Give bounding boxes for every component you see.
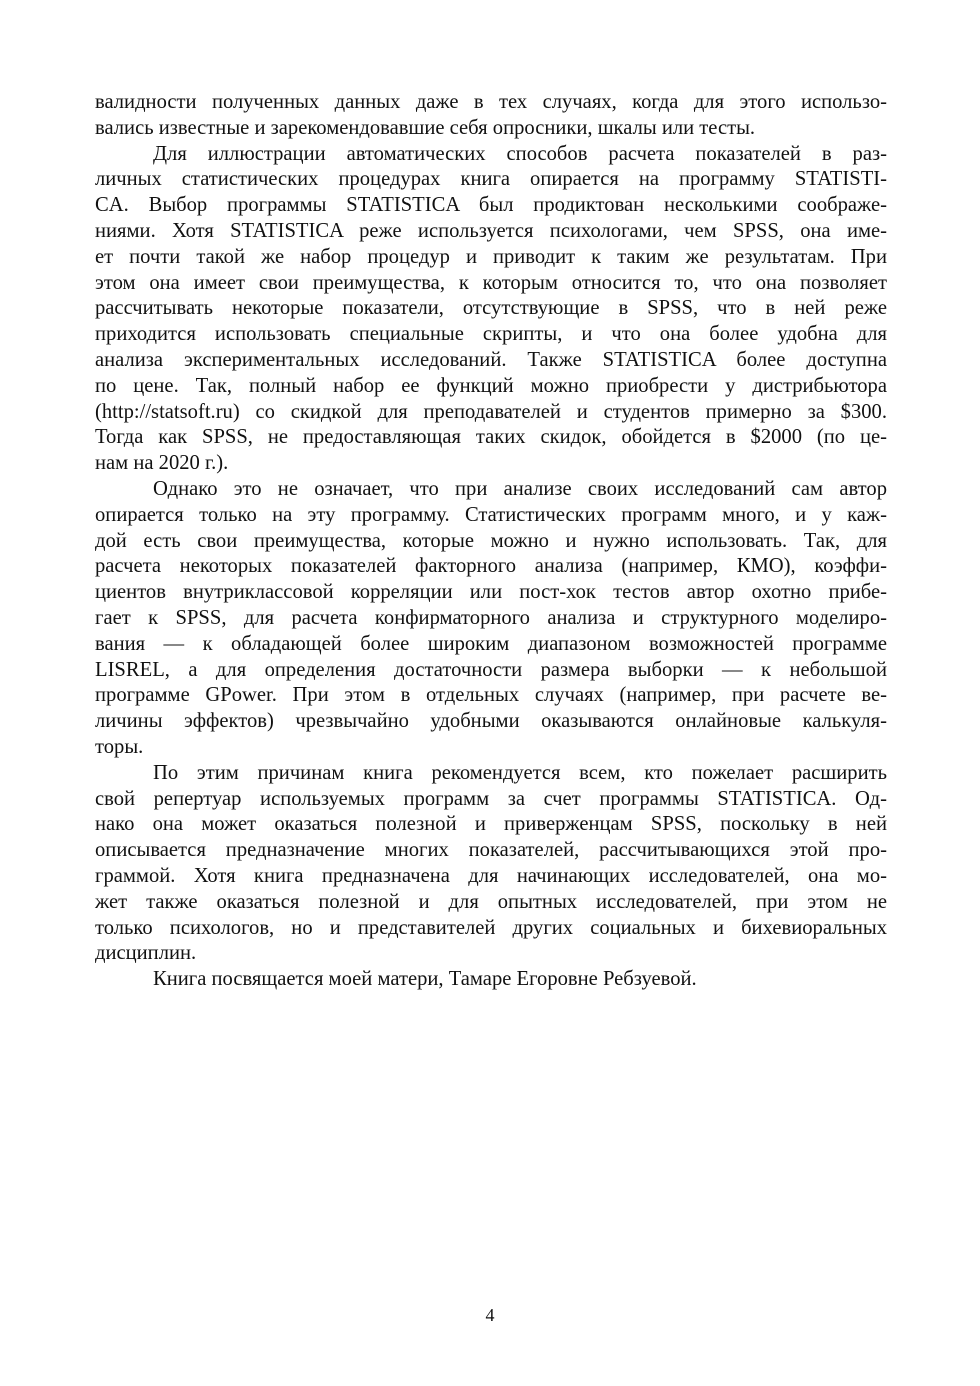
text-line: только психологов, но и представителей других социальных и бихевиоральных — [95, 916, 887, 939]
text-line: программе GPower. При этом в отдельных случаях (например, при расчете ве- — [95, 684, 887, 707]
paragraph-2 — [95, 142, 887, 477]
text-line: этом она имеет свои преимущества, к которым относится то, что она позволяет — [95, 271, 887, 294]
text-line: По этим причинам книга рекомендуется всем, кто пожелает расширить — [153, 761, 887, 784]
paragraph-3 — [95, 477, 887, 761]
paragraph-1 — [95, 90, 887, 142]
text-line: дой есть свои преимущества, которые можно и нужно использовать. Так, для — [95, 529, 887, 552]
text-line: валидности полученных данных даже в тех случаях, когда для этого использо- — [95, 91, 887, 113]
text-line: дисциплин. — [95, 942, 197, 965]
text-line: описывается предназначение многих показателей, рассчитывающихся этой про- — [95, 839, 887, 862]
text-line: (http://statsoft.ru) со скидкой для преподавателей и студентов примерно за $300. — [95, 400, 887, 423]
page-number: 4 — [485, 1305, 495, 1325]
text-line: Однако это не означает, что при анализе своих исследований сам автор — [153, 477, 887, 500]
text-line: вались известные и зарекомендовавшие себя опросники, шкалы или тесты. — [95, 116, 756, 139]
text-line: торы. — [95, 735, 144, 758]
text-line: личных статистических процедурах книга опирается на программу STATISTI- — [95, 168, 887, 191]
text-line: по цене. Так, полный набор ее функций можно приобрести у дистрибьютора — [95, 374, 887, 397]
text-line: циентов внутриклассовой корреляции или пост-хок тестов автор охотно прибе- — [95, 581, 887, 604]
text-line: граммой. Хотя книга предназначена для начинающих исследователей, она мо- — [95, 864, 887, 887]
text-line: расчета некоторых показателей факторного анализа (например, КМО), коэффи- — [95, 555, 887, 578]
paragraph-5 — [95, 967, 887, 993]
text-line: свой репертуар используемых программ за счет программы STATISTICA. Од- — [95, 787, 887, 810]
text-line: опирается только на эту программу. Статистических программ много, и у каж- — [95, 503, 887, 526]
text-line: нако она может оказаться полезной и приверженцам SPSS, поскольку в ней — [95, 813, 887, 836]
text-line: ниями. Хотя STATISTICA реже используется психологами, чем SPSS, она име- — [95, 219, 887, 242]
text-line: личины эффектов) чрезвычайно удобными оказываются онлайновые калькуля- — [95, 710, 887, 733]
text-line: ет почти такой же набор процедур и приводит к таким же результатам. При — [95, 245, 887, 268]
text-line: LISREL, а для определения достаточности размера выборки — к небольшой — [95, 658, 887, 681]
text-line: приходится использовать специальные скрипты, и что она более удобна для — [95, 323, 887, 346]
body-text — [95, 90, 887, 993]
text-line: Тогда как SPSS, не предоставляющая таких скидок, обойдется в $2000 (по це- — [95, 426, 887, 449]
text-line: жет также оказаться полезной и для опытных исследователей, при этом не — [95, 890, 887, 913]
text-line: гает к SPSS, для расчета конфирматорного анализа и структурного моделиро- — [95, 606, 887, 629]
text-line: вания — к обладающей более широким диапазоном возможностей программе — [95, 632, 887, 655]
text-line: CA. Выбор программы STATISTICA был продиктован несколькими соображе- — [95, 194, 887, 217]
dedication-line: Книга посвящается моей матери, Тамаре Егоровне Ребзуевой. — [153, 968, 697, 991]
text-line: рассчитывать некоторые показатели, отсутствующие в SPSS, что в ней реже — [95, 297, 887, 320]
text-line: анализа экспериментальных исследований. Также STATISTICA более доступна — [95, 348, 887, 371]
paragraph-4 — [95, 761, 887, 967]
text-line: Для иллюстрации автоматических способов расчета показателей в раз- — [153, 142, 887, 165]
text-line: нам на 2020 г.). — [95, 452, 229, 475]
